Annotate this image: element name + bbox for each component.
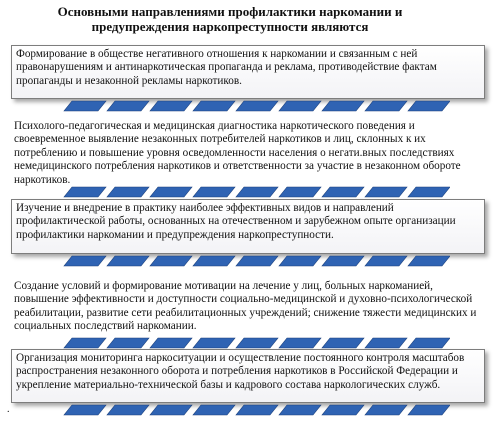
band-segment	[150, 256, 192, 266]
title-line-1: Основными направлениями профилактики наркомании и	[57, 4, 403, 19]
direction-text-block-2	[14, 120, 488, 187]
band-segment	[408, 405, 450, 415]
stray-dot: .	[7, 404, 10, 415]
band-segment	[107, 338, 149, 348]
band-segment	[193, 405, 235, 415]
band-segment	[193, 256, 235, 266]
band-segment	[408, 101, 450, 111]
direction-text-2: Психолого-педагогическая и медицинская диагностика наркотического поведения и своевременное выявление незаконных потребителей наркотиков и лиц, склонных к их потреблению и повышение уровня осведомленности населения о негати.вных последствиях немедицинского потребления наркотиков и ответственности за участие в незаконном обороте наркотиков.	[14, 120, 461, 186]
direction-box-3	[11, 199, 485, 254]
connector-band-svg	[60, 100, 450, 112]
band-segment	[150, 405, 192, 415]
connector-band-svg	[60, 404, 450, 416]
connector-band-svg	[60, 255, 450, 267]
connector-band-2	[60, 186, 450, 198]
band-segment	[236, 256, 278, 266]
direction-text-5: Организация мониторинга наркоситуации и осуществление постоянного контроля масштабов распространения незаконного оборота и потребления наркотиков в Российской Федерации и укрепление материально-технической базы и кадрового состава наркологических служб.	[16, 352, 465, 391]
band-segment	[365, 101, 407, 111]
band-segment	[322, 338, 364, 348]
band-segment	[64, 338, 106, 348]
direction-text-3: Изучение и внедрение в практику наиболее эффективных видов и направлений профилактической работы, основанных на отечественном и зарубежном опыте организации профилактики наркомании и предупреждения наркопреступности.	[16, 202, 456, 241]
direction-text-block-4	[14, 280, 488, 334]
direction-box-1	[11, 45, 485, 99]
band-segment	[236, 187, 278, 197]
connector-band-1	[60, 100, 450, 112]
band-segment	[236, 338, 278, 348]
band-segment	[322, 256, 364, 266]
band-segment	[107, 405, 149, 415]
band-segment	[322, 405, 364, 415]
connector-band-4	[60, 337, 450, 349]
band-segment	[150, 101, 192, 111]
band-segment	[107, 187, 149, 197]
band-segment	[279, 338, 321, 348]
band-segment	[236, 405, 278, 415]
band-segment	[150, 338, 192, 348]
band-segment	[64, 256, 106, 266]
band-segment	[365, 256, 407, 266]
band-segment	[279, 187, 321, 197]
band-segment	[193, 187, 235, 197]
band-segment	[150, 187, 192, 197]
connector-band-svg	[60, 186, 450, 198]
band-segment	[107, 256, 149, 266]
band-segment	[408, 187, 450, 197]
band-segment	[64, 101, 106, 111]
band-segment	[64, 405, 106, 415]
title-line-2: предупреждения наркопреступности являются	[91, 19, 369, 34]
band-segment	[365, 187, 407, 197]
band-segment	[279, 256, 321, 266]
connector-band-5	[60, 404, 450, 416]
direction-text-4: Создание условий и формирование мотивации на лечение у лиц, больных наркоманией, повышение эффективности и доступности социально-медицинской и духовно-психологической реабилитации, развитие сети реабилитационных учреждений; снижение тяжести медицинских и социальных последствий наркомании.	[14, 280, 477, 333]
band-segment	[408, 338, 450, 348]
band-segment	[279, 405, 321, 415]
band-segment	[236, 101, 278, 111]
direction-text-1: Формирование в обществе негативного отношения к наркомании и связанным с ней правонарушениям и антинаркотическая пропаганда и реклама, противодействие фактам пропаганды и незаконной рекламы наркотиков.	[16, 48, 437, 87]
diagram-title	[40, 4, 420, 34]
direction-box-5	[11, 349, 485, 403]
band-segment	[64, 187, 106, 197]
band-segment	[322, 187, 364, 197]
band-segment	[193, 101, 235, 111]
connector-band-3	[60, 255, 450, 267]
band-segment	[408, 256, 450, 266]
band-segment	[365, 338, 407, 348]
band-segment	[107, 101, 149, 111]
band-segment	[279, 101, 321, 111]
connector-band-svg	[60, 337, 450, 349]
band-segment	[193, 338, 235, 348]
band-segment	[365, 405, 407, 415]
band-segment	[322, 101, 364, 111]
